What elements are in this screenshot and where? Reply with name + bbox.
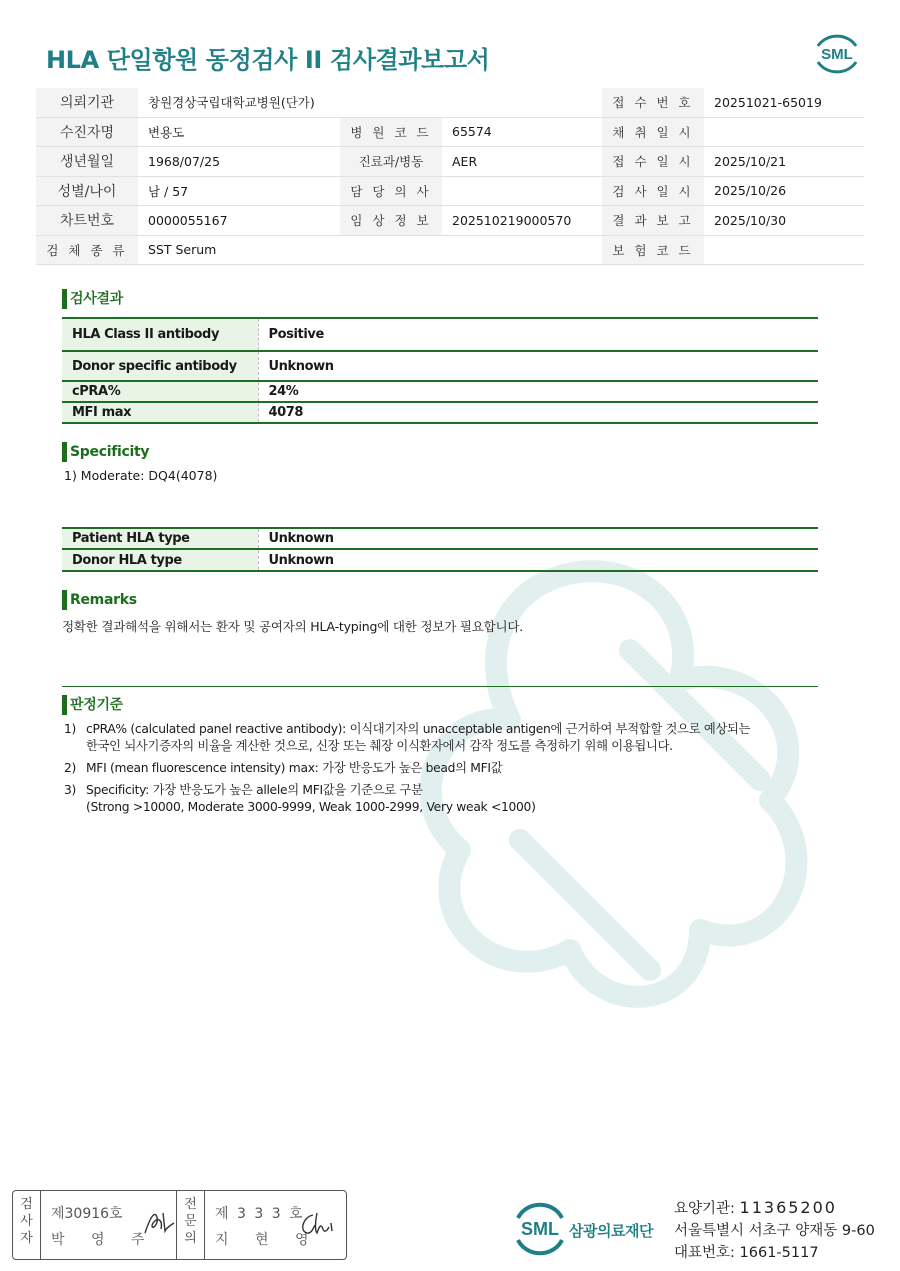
specificity-text: 1) Moderate: DQ4(4078): [64, 468, 218, 483]
info-row: [36, 176, 864, 206]
phone-label: 대표번호:: [674, 1245, 735, 1261]
result-label: Donor specific antibody: [62, 351, 258, 381]
info-value: 20251021-65019: [704, 88, 864, 117]
remarks-text: 정확한 결과해석을 위해서는 환자 및 공여자의 HLA-typing에 대한 정보가 필요합니다.: [62, 619, 523, 634]
criteria-line: cPRA% (calculated panel reactive antibody): 이식대기자의 unacceptable antigen에 근거하여 부적합할 것으로 예상되는: [86, 722, 751, 736]
specialist-name: 지 현 영: [215, 1232, 320, 1248]
hla-type-value: Unknown: [258, 528, 818, 549]
info-label: 임 상 정 보: [340, 206, 442, 236]
title-char: 문: [184, 1214, 197, 1229]
info-row: [36, 117, 864, 147]
criteria-item: [64, 721, 824, 755]
results-table: [62, 317, 818, 424]
info-value: 변용도: [138, 117, 340, 147]
table-row: [62, 528, 818, 549]
info-value: [442, 176, 602, 206]
criteria-section-title: 판정기준: [62, 695, 123, 715]
info-value: 202510219000570: [442, 206, 602, 236]
criteria-line: (Strong >10000, Moderate 3000-9999, Weak 1000-2999, Very weak <1000): [86, 800, 536, 814]
info-value: 1968/07/25: [138, 147, 340, 177]
info-value: 2025/10/26: [704, 176, 864, 206]
tester-license-number: 제30916호: [51, 1206, 123, 1222]
table-row: [62, 402, 818, 423]
tester-name: 박 영 주: [51, 1232, 156, 1248]
title-char: 자: [20, 1231, 33, 1246]
criteria-number: 1): [64, 722, 77, 736]
info-value: SST Serum: [138, 235, 602, 265]
footer-info: [674, 1197, 875, 1264]
sml-logo-icon: [810, 30, 864, 76]
hla-type-label: Patient HLA type: [62, 528, 258, 549]
result-value: Unknown: [258, 351, 818, 381]
institution-code-label: 요양기관:: [674, 1201, 735, 1217]
info-label: 차트번호: [36, 206, 138, 236]
info-label: 수진자명: [36, 117, 138, 147]
info-label: 생년월일: [36, 147, 138, 177]
organization-name: 삼광의료재단: [569, 1222, 653, 1240]
info-label: 접 수 번 호: [602, 88, 704, 117]
info-label: 병 원 코 드: [340, 117, 442, 147]
info-label: 검 사 일 시: [602, 176, 704, 206]
hla-type-table: [62, 527, 818, 572]
info-value: 남 / 57: [138, 176, 340, 206]
info-value: 2025/10/21: [704, 147, 864, 177]
info-row: [36, 206, 864, 236]
info-value: 65574: [442, 117, 602, 147]
result-value: 24%: [258, 381, 818, 402]
info-label: 접 수 일 시: [602, 147, 704, 177]
report-title: HLA 단일항원 동정검사 II 검사결과보고서: [46, 46, 490, 74]
table-row: [62, 351, 818, 381]
info-row: [36, 235, 864, 265]
phone-line: [674, 1242, 875, 1264]
phone-value: 1661-5117: [739, 1245, 819, 1261]
footer-logo-text: SML: [521, 1219, 559, 1239]
result-label: cPRA%: [62, 381, 258, 402]
remarks-section-title: Remarks: [62, 590, 137, 610]
result-value: 4078: [258, 402, 818, 423]
criteria-list: [64, 721, 824, 821]
hla-type-label: Donor HLA type: [62, 549, 258, 571]
criteria-number: 2): [64, 761, 77, 775]
info-label: 의뢰기관: [36, 88, 138, 117]
hla-type-value: Unknown: [258, 549, 818, 571]
info-value: AER: [442, 147, 602, 177]
result-value: Positive: [258, 318, 818, 351]
info-label: 결 과 보 고: [602, 206, 704, 236]
title-char: 전: [184, 1197, 197, 1212]
sml-footer-logo-icon: [510, 1200, 570, 1256]
info-value: 창원경상국립대학교병원(단가): [138, 88, 602, 117]
address: 서울특별시 서초구 양재동 9-60: [674, 1223, 875, 1239]
title-char: 의: [184, 1231, 197, 1246]
divider: [62, 686, 818, 687]
tester-title: [13, 1191, 41, 1259]
info-value: [704, 117, 864, 147]
specialist-signature-icon: [297, 1209, 339, 1241]
specificity-section-title: Specificity: [62, 442, 149, 462]
title-char: 사: [20, 1214, 33, 1229]
result-label: MFI max: [62, 402, 258, 423]
info-value: [704, 235, 864, 265]
specialist-title: [177, 1191, 205, 1259]
info-row: [36, 147, 864, 177]
table-row: [62, 549, 818, 571]
info-label: 채 취 일 시: [602, 117, 704, 147]
signature-box: [12, 1190, 347, 1260]
info-label: 보 험 코 드: [602, 235, 704, 265]
results-section-title: 검사결과: [62, 289, 123, 309]
tester-signature-icon: [141, 1205, 177, 1241]
info-label: 진료과/병동: [340, 147, 442, 177]
table-row: [62, 381, 818, 402]
info-label: 검 체 종 류: [36, 235, 138, 265]
criteria-item: [64, 782, 824, 816]
info-label: 담 당 의 사: [340, 176, 442, 206]
criteria-number: 3): [64, 783, 77, 797]
table-row: [62, 318, 818, 351]
info-value: 0000055167: [138, 206, 340, 236]
criteria-line: 한국인 뇌사기증자의 비율을 계산한 것으로, 신장 또는 췌장 이식환자에서 감작 정도를 측정하기 위해 이용됩니다.: [86, 739, 673, 753]
logo-text: SML: [821, 46, 853, 63]
criteria-line: Specificity: 가장 반응도가 높은 allele의 MFI값을 기준으로 구분: [86, 783, 423, 797]
info-label: 성별/나이: [36, 176, 138, 206]
title-char: 검: [20, 1197, 33, 1212]
result-label: HLA Class II antibody: [62, 318, 258, 351]
criteria-item: [64, 760, 824, 777]
info-value: 2025/10/30: [704, 206, 864, 236]
institution-code-value: 11365200: [739, 1198, 837, 1217]
institution-code-line: [674, 1197, 875, 1220]
patient-info-table: [36, 88, 864, 265]
criteria-line: MFI (mean fluorescence intensity) max: 가장 반응도가 높은 bead의 MFI값: [86, 761, 503, 775]
specialist-license-number: 제 3 3 3 호: [215, 1206, 305, 1222]
info-row: [36, 88, 864, 117]
